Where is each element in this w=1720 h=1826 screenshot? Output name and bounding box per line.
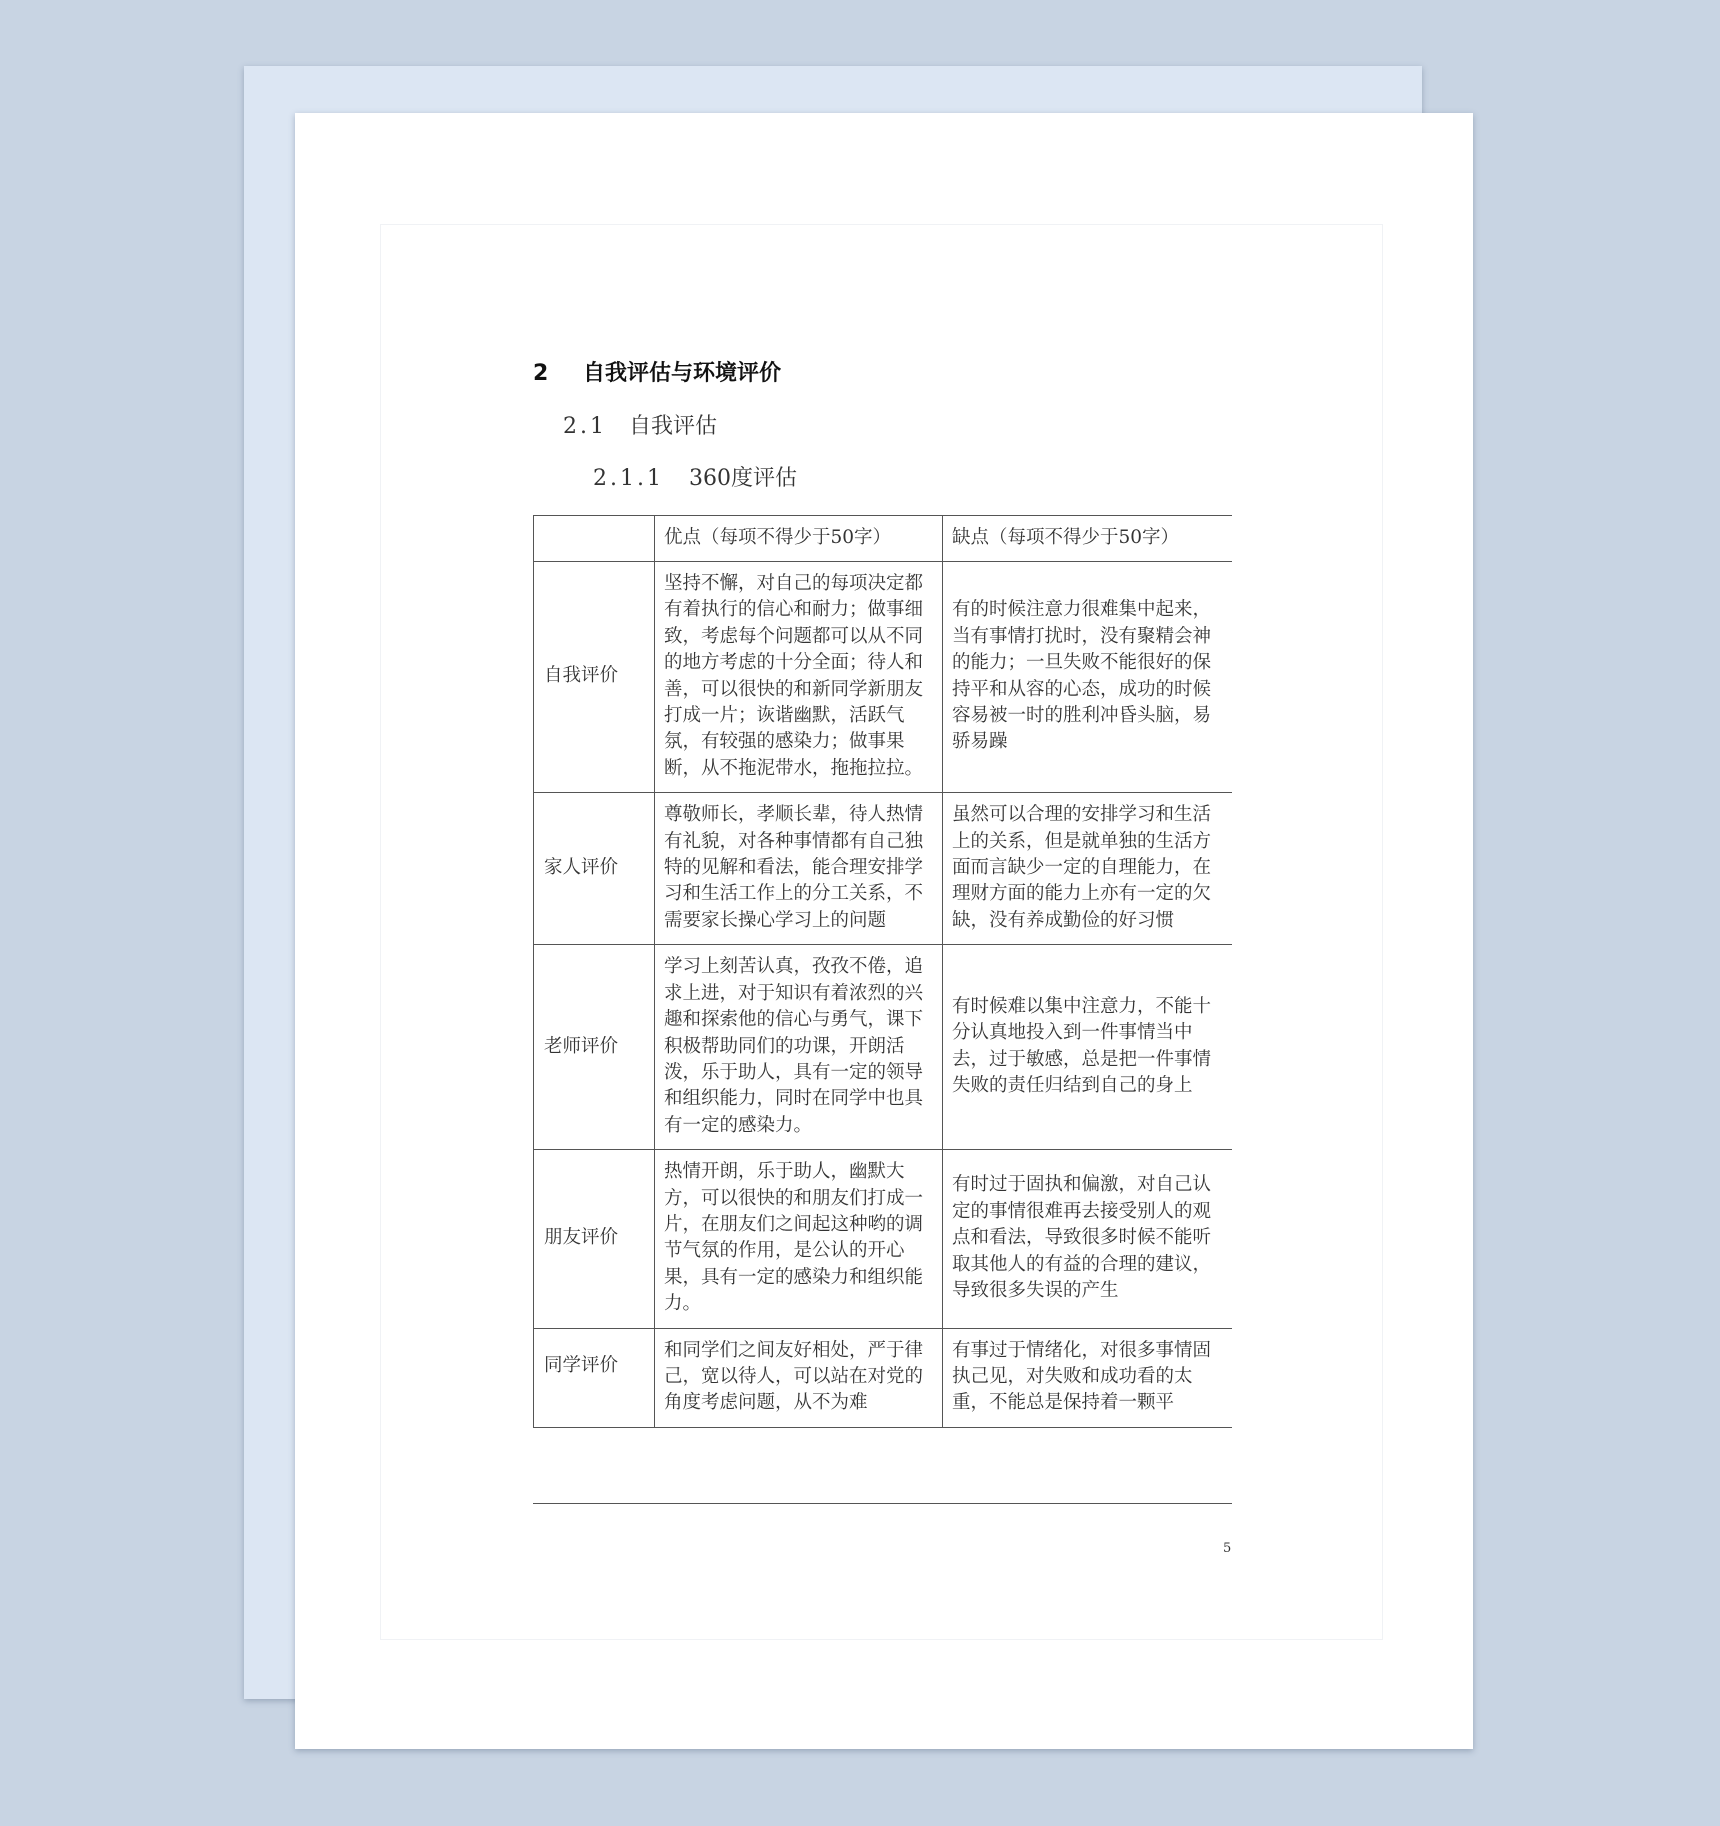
document-page — [295, 113, 1473, 1749]
heading-level-1 — [533, 356, 781, 387]
evaluation-table-container — [533, 515, 1232, 1504]
heading-level-2 — [563, 409, 717, 440]
pros-cell: 尊敬师长，孝顺长辈，待人热情有礼貌，对各种事情都有自己独特的见解和看法，能合理安排学习和生活工作上的分工关系，不需要家长操心学习上的问题 — [655, 793, 943, 945]
heading-1-title: 自我评估与环境评价 — [583, 361, 782, 386]
heading-3-title: 360度评估 — [689, 466, 797, 491]
evaluation-table — [533, 515, 1232, 1428]
table-row-self — [534, 562, 1233, 793]
cons-cell: 有事过于情绪化，对很多事情固执己见，对失败和成功看的太重，不能总是保持着一颗平 — [943, 1328, 1233, 1427]
page-number: 5 — [1223, 1541, 1232, 1556]
row-label: 同学评价 — [534, 1328, 655, 1427]
heading-3-number: 2.1.1 — [593, 466, 664, 491]
header-cell-cons: 缺点（每项不得少于50字） — [943, 516, 1233, 562]
table-row-friend — [534, 1150, 1233, 1328]
heading-level-3 — [593, 461, 797, 492]
cons-cell: 有时过于固执和偏激，对自己认定的事情很难再去接受别人的观点和看法，导致很多时候不能听取其他人的有益的合理的建议，导致很多失误的产生 — [943, 1150, 1233, 1328]
heading-1-number: 2 — [533, 361, 549, 386]
cons-cell: 虽然可以合理的安排学习和生活上的关系，但是就单独的生活方面而言缺少一定的自理能力，在理财方面的能力上亦有一定的欠缺，没有养成勤俭的好习惯 — [943, 793, 1233, 945]
pros-cell: 学习上刻苦认真，孜孜不倦，追求上进，对于知识有着浓烈的兴趣和探索他的信心与勇气，课下积极帮助同们的功课，开朗活泼，乐于助人，具有一定的领导和组织能力，同时在同学中也具有一定的感染力。 — [655, 945, 943, 1150]
table-row-teacher — [534, 945, 1233, 1150]
row-label: 老师评价 — [534, 945, 655, 1150]
row-label: 自我评价 — [534, 562, 655, 793]
table-header-row — [534, 516, 1233, 562]
table-row-family — [534, 793, 1233, 945]
heading-2-number: 2.1 — [563, 414, 607, 439]
heading-2-title: 自我评估 — [629, 414, 718, 439]
cons-cell: 有的时候注意力很难集中起来，当有事情打扰时，没有聚精会神的能力；一旦失败不能很好的保持平和从容的心态，成功的时候容易被一时的胜利冲昏头脑，易骄易躁 — [943, 562, 1233, 793]
pros-cell: 和同学们之间友好相处，严于律己，宽以待人，可以站在对党的角度考虑问题，从不为难 — [655, 1328, 943, 1427]
pros-cell: 热情开朗，乐于助人，幽默大方，可以很快的和朋友们打成一片，在朋友们之间起这种哟的调节气氛的作用，是公认的开心果，具有一定的感染力和组织能力。 — [655, 1150, 943, 1328]
row-label: 家人评价 — [534, 793, 655, 945]
header-cell-empty — [534, 516, 655, 562]
pros-cell: 坚持不懈，对自己的每项决定都有着执行的信心和耐力；做事细致，考虑每个问题都可以从不同的地方考虑的十分全面；待人和善，可以很快的和新同学新朋友打成一片；诙谐幽默，活跃气氛，有较强的感染力；做事果断，从不拖泥带水，拖拖拉拉。 — [655, 562, 943, 793]
header-cell-pros: 优点（每项不得少于50字） — [655, 516, 943, 562]
cons-cell: 有时候难以集中注意力，不能十分认真地投入到一件事情当中去，过于敏感，总是把一件事情失败的责任归结到自己的身上 — [943, 945, 1233, 1150]
table-row-classmate — [534, 1328, 1233, 1427]
row-label: 朋友评价 — [534, 1150, 655, 1328]
